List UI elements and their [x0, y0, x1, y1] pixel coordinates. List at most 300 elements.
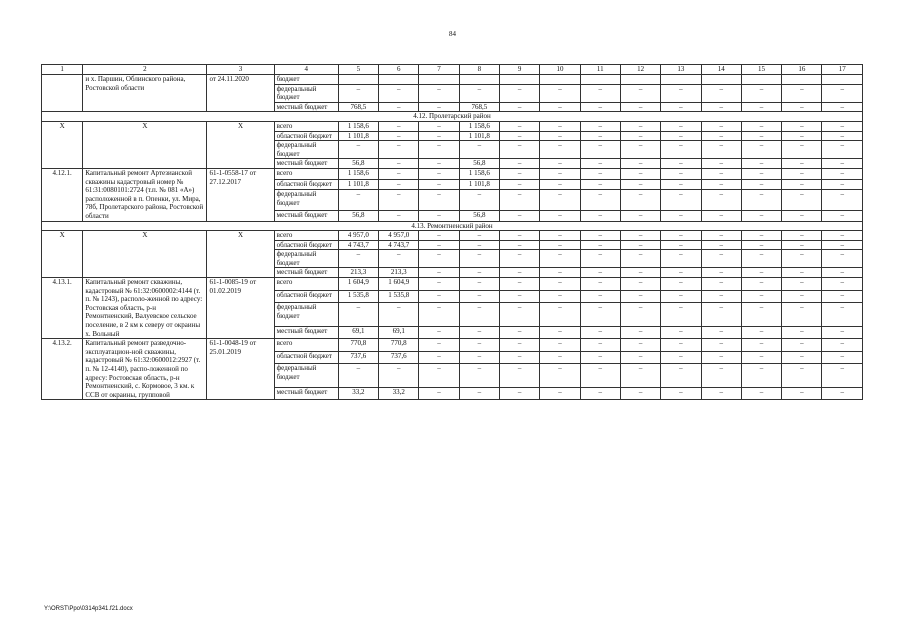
value-cell: –: [379, 121, 419, 131]
funding-source: федеральный бюджет: [274, 250, 338, 268]
value-cell: 4 957,0: [379, 231, 419, 241]
value-cell: 768,5: [459, 102, 499, 112]
value-cell: –: [822, 387, 863, 400]
value-cell: –: [379, 210, 419, 221]
value-cell: –: [620, 179, 660, 190]
header-cell: 17: [822, 65, 863, 75]
permit-document: 61-1-0085-19 от 01.02.2019: [207, 278, 274, 339]
header-row: [42, 65, 863, 75]
value-cell: –: [459, 190, 499, 210]
value-cell: –: [540, 326, 580, 339]
value-cell: –: [379, 159, 419, 169]
value-cell: –: [499, 190, 539, 210]
value-cell: –: [580, 210, 620, 221]
value-cell: –: [822, 268, 863, 278]
value-cell: –: [419, 190, 459, 210]
table-row: [42, 75, 863, 85]
section-row: [42, 221, 863, 231]
value-cell: –: [822, 210, 863, 221]
header-cell: 5: [338, 65, 378, 75]
value-cell: –: [741, 290, 781, 302]
value-cell: –: [701, 387, 741, 400]
value-cell: –: [580, 168, 620, 179]
value-cell: –: [499, 231, 539, 241]
value-cell: –: [379, 250, 419, 268]
header-cell: 12: [620, 65, 660, 75]
value-cell: 33,2: [379, 387, 419, 400]
value-cell: –: [540, 141, 580, 159]
funding-source: областной бюджет: [274, 351, 338, 363]
funding-source: местный бюджет: [274, 268, 338, 278]
table-row: [42, 121, 863, 131]
value-cell: –: [782, 303, 822, 327]
value-cell: –: [499, 179, 539, 190]
value-cell: –: [338, 84, 378, 102]
value-cell: –: [379, 168, 419, 179]
value-cell: 1 158,6: [459, 168, 499, 179]
value-cell: –: [701, 290, 741, 302]
value-cell: –: [379, 303, 419, 327]
value-cell: –: [822, 364, 863, 388]
value-cell: –: [459, 84, 499, 102]
value-cell: –: [379, 84, 419, 102]
value-cell: –: [620, 102, 660, 112]
value-cell: –: [379, 102, 419, 112]
value-cell: –: [419, 278, 459, 290]
value-cell: 56,8: [459, 210, 499, 221]
value-cell: 69,1: [379, 326, 419, 339]
funding-source: федеральный бюджет: [274, 364, 338, 388]
value-cell: 1 101,8: [459, 131, 499, 141]
value-cell: –: [741, 159, 781, 169]
value-cell: –: [661, 210, 701, 221]
value-cell: –: [459, 231, 499, 241]
value-cell: –: [620, 387, 660, 400]
value-cell: –: [620, 339, 660, 351]
value-cell: –: [419, 240, 459, 250]
value-cell: –: [782, 278, 822, 290]
value-cell: –: [822, 141, 863, 159]
value-cell: –: [499, 121, 539, 131]
value-cell: –: [459, 351, 499, 363]
value-cell: –: [822, 339, 863, 351]
page-number: 84: [449, 30, 456, 38]
value-cell: –: [661, 240, 701, 250]
value-cell: –: [661, 231, 701, 241]
value-cell: –: [661, 102, 701, 112]
value-cell: –: [661, 179, 701, 190]
table-row: [42, 339, 863, 351]
header-cell: 3: [207, 65, 274, 75]
value-cell: 56,8: [459, 159, 499, 169]
value-cell: –: [499, 387, 539, 400]
permit-document: 61-1-0048-19 от 25.01.2019: [207, 339, 274, 400]
value-cell: –: [540, 351, 580, 363]
value-cell: –: [661, 168, 701, 179]
value-cell: –: [701, 351, 741, 363]
value-cell: –: [822, 168, 863, 179]
value-cell: –: [459, 250, 499, 268]
header-cell: 7: [419, 65, 459, 75]
value-cell: –: [701, 364, 741, 388]
value-cell: 1 604,9: [338, 278, 378, 290]
value-cell: –: [620, 240, 660, 250]
value-cell: –: [701, 141, 741, 159]
value-cell: –: [741, 102, 781, 112]
value-cell: –: [782, 387, 822, 400]
value-cell: –: [540, 231, 580, 241]
value-cell: 768,5: [338, 102, 378, 112]
value-cell: –: [419, 141, 459, 159]
value-cell: –: [499, 159, 539, 169]
value-cell: –: [701, 210, 741, 221]
value-cell: –: [419, 268, 459, 278]
value-cell: 1 158,6: [338, 121, 378, 131]
value-cell: –: [580, 278, 620, 290]
value-cell: –: [338, 141, 378, 159]
value-cell: –: [580, 268, 620, 278]
value-cell: –: [499, 168, 539, 179]
value-cell: –: [661, 339, 701, 351]
value-cell: –: [782, 326, 822, 339]
value-cell: –: [540, 268, 580, 278]
object-number: 4.13.1.: [42, 278, 83, 339]
value-cell: –: [701, 278, 741, 290]
value-cell: 737,6: [379, 351, 419, 363]
funding-source: федеральный бюджет: [274, 190, 338, 210]
value-cell: –: [782, 168, 822, 179]
value-cell: –: [741, 278, 781, 290]
value-cell: –: [459, 268, 499, 278]
permit-document: X: [207, 121, 274, 168]
value-cell: –: [701, 303, 741, 327]
value-cell: 1 101,8: [338, 131, 378, 141]
section-row: [42, 112, 863, 122]
value-cell: –: [782, 268, 822, 278]
value-cell: –: [620, 84, 660, 102]
value-cell: –: [822, 84, 863, 102]
value-cell: –: [620, 364, 660, 388]
value-cell: –: [701, 168, 741, 179]
value-cell: –: [338, 250, 378, 268]
value-cell: –: [661, 387, 701, 400]
header-cell: 14: [701, 65, 741, 75]
value-cell: –: [661, 303, 701, 327]
value-cell: –: [419, 339, 459, 351]
value-cell: –: [338, 190, 378, 210]
value-cell: –: [379, 131, 419, 141]
header-cell: 9: [499, 65, 539, 75]
value-cell: –: [338, 303, 378, 327]
value-cell: –: [540, 290, 580, 302]
funding-source: всего: [274, 121, 338, 131]
value-cell: –: [580, 179, 620, 190]
value-cell: –: [580, 159, 620, 169]
value-cell: –: [540, 278, 580, 290]
permit-document: 61-1-0558-17 от 27.12.2017: [207, 168, 274, 221]
funding-source: федеральный бюджет: [274, 303, 338, 327]
value-cell: –: [741, 303, 781, 327]
funding-source: областной бюджет: [274, 131, 338, 141]
value-cell: –: [701, 250, 741, 268]
value-cell: –: [379, 364, 419, 388]
value-cell: –: [661, 141, 701, 159]
value-cell: –: [661, 268, 701, 278]
value-cell: –: [459, 387, 499, 400]
value-cell: –: [419, 131, 459, 141]
value-cell: –: [499, 210, 539, 221]
value-cell: [782, 75, 822, 85]
value-cell: –: [580, 326, 620, 339]
value-cell: –: [741, 268, 781, 278]
value-cell: –: [419, 84, 459, 102]
object-name: и х. Паршин, Облинского района, Ростовской области: [83, 75, 207, 112]
object-name: X: [83, 231, 207, 278]
table-row: [42, 278, 863, 290]
value-cell: –: [419, 326, 459, 339]
value-cell: –: [701, 190, 741, 210]
value-cell: 1 604,9: [379, 278, 419, 290]
value-cell: –: [701, 159, 741, 169]
value-cell: –: [459, 141, 499, 159]
value-cell: –: [540, 121, 580, 131]
value-cell: –: [782, 339, 822, 351]
value-cell: –: [419, 121, 459, 131]
value-cell: –: [782, 159, 822, 169]
program-table: [41, 64, 863, 400]
value-cell: 69,1: [338, 326, 378, 339]
header-cell: 16: [782, 65, 822, 75]
value-cell: –: [540, 102, 580, 112]
funding-source: областной бюджет: [274, 290, 338, 302]
funding-source: всего: [274, 339, 338, 351]
header-cell: 10: [540, 65, 580, 75]
value-cell: –: [741, 179, 781, 190]
value-cell: –: [540, 210, 580, 221]
value-cell: 1 158,6: [459, 121, 499, 131]
value-cell: 770,8: [338, 339, 378, 351]
value-cell: –: [782, 179, 822, 190]
funding-source: федеральный бюджет: [274, 141, 338, 159]
object-name: X: [83, 121, 207, 168]
permit-document: X: [207, 231, 274, 278]
value-cell: 737,6: [338, 351, 378, 363]
value-cell: –: [419, 351, 459, 363]
value-cell: –: [661, 121, 701, 131]
value-cell: 1 535,8: [379, 290, 419, 302]
value-cell: –: [661, 364, 701, 388]
value-cell: –: [822, 131, 863, 141]
object-number: 4.13.2.: [42, 339, 83, 400]
value-cell: –: [782, 84, 822, 102]
funding-source: местный бюджет: [274, 102, 338, 112]
value-cell: –: [580, 339, 620, 351]
value-cell: –: [580, 231, 620, 241]
value-cell: [540, 75, 580, 85]
value-cell: 213,3: [379, 268, 419, 278]
value-cell: –: [419, 179, 459, 190]
value-cell: –: [419, 387, 459, 400]
value-cell: –: [620, 326, 660, 339]
value-cell: –: [661, 326, 701, 339]
object-name: Капитальный ремонт скважины, кадастровый № 61:32:0600002:4144 (т. п. № 1243), располо-женной по адресу: Ростовская область, р-н Ремонтненский, Валуевское сельское поселение, в 2 км к северу от окраины х. Вольный: [83, 278, 207, 339]
value-cell: –: [741, 210, 781, 221]
value-cell: –: [620, 278, 660, 290]
value-cell: 770,8: [379, 339, 419, 351]
value-cell: –: [661, 190, 701, 210]
value-cell: –: [741, 131, 781, 141]
table-row: [42, 168, 863, 179]
value-cell: –: [741, 231, 781, 241]
value-cell: –: [620, 168, 660, 179]
value-cell: –: [540, 168, 580, 179]
value-cell: –: [540, 190, 580, 210]
header-cell: 13: [661, 65, 701, 75]
value-cell: [419, 75, 459, 85]
header-cell: 1: [42, 65, 83, 75]
funding-source: местный бюджет: [274, 387, 338, 400]
value-cell: [620, 75, 660, 85]
funding-source: областной бюджет: [274, 240, 338, 250]
value-cell: –: [701, 326, 741, 339]
value-cell: –: [580, 102, 620, 112]
value-cell: –: [782, 210, 822, 221]
value-cell: –: [701, 240, 741, 250]
value-cell: 1 535,8: [338, 290, 378, 302]
value-cell: 1 101,8: [338, 179, 378, 190]
value-cell: –: [499, 351, 539, 363]
value-cell: –: [620, 190, 660, 210]
value-cell: –: [459, 278, 499, 290]
permit-document: от 24.11.2020: [207, 75, 274, 112]
value-cell: –: [782, 141, 822, 159]
value-cell: –: [499, 240, 539, 250]
value-cell: –: [782, 250, 822, 268]
value-cell: [741, 75, 781, 85]
value-cell: –: [822, 250, 863, 268]
value-cell: –: [620, 159, 660, 169]
header-cell: 15: [741, 65, 781, 75]
value-cell: [459, 75, 499, 85]
value-cell: –: [620, 303, 660, 327]
value-cell: [379, 75, 419, 85]
value-cell: –: [822, 190, 863, 210]
value-cell: –: [540, 250, 580, 268]
funding-source: местный бюджет: [274, 210, 338, 221]
value-cell: –: [741, 326, 781, 339]
section-title: 4.12. Пролетарский район: [42, 112, 863, 122]
value-cell: –: [540, 240, 580, 250]
value-cell: –: [701, 339, 741, 351]
funding-source: всего: [274, 231, 338, 241]
value-cell: [661, 75, 701, 85]
value-cell: –: [782, 131, 822, 141]
value-cell: –: [338, 364, 378, 388]
value-cell: –: [701, 84, 741, 102]
value-cell: –: [580, 364, 620, 388]
value-cell: –: [701, 268, 741, 278]
value-cell: –: [741, 387, 781, 400]
object-number: [42, 75, 83, 112]
value-cell: –: [499, 303, 539, 327]
value-cell: –: [822, 326, 863, 339]
value-cell: –: [540, 387, 580, 400]
value-cell: –: [499, 290, 539, 302]
value-cell: –: [540, 159, 580, 169]
value-cell: –: [499, 84, 539, 102]
section-title: 4.13. Ремонтненский район: [42, 221, 863, 231]
value-cell: –: [701, 179, 741, 190]
value-cell: –: [782, 351, 822, 363]
funding-source: всего: [274, 168, 338, 179]
value-cell: –: [419, 364, 459, 388]
value-cell: –: [419, 290, 459, 302]
value-cell: –: [741, 190, 781, 210]
value-cell: –: [499, 364, 539, 388]
object-number: X: [42, 231, 83, 278]
value-cell: –: [701, 231, 741, 241]
value-cell: –: [499, 250, 539, 268]
value-cell: –: [701, 131, 741, 141]
value-cell: –: [822, 351, 863, 363]
value-cell: –: [459, 240, 499, 250]
value-cell: –: [620, 268, 660, 278]
object-number: 4.12.1.: [42, 168, 83, 221]
value-cell: –: [379, 179, 419, 190]
funding-source: местный бюджет: [274, 326, 338, 339]
value-cell: –: [661, 290, 701, 302]
value-cell: –: [419, 231, 459, 241]
value-cell: –: [661, 131, 701, 141]
value-cell: –: [540, 131, 580, 141]
value-cell: –: [822, 231, 863, 241]
value-cell: –: [580, 290, 620, 302]
value-cell: –: [459, 326, 499, 339]
funding-source: местный бюджет: [274, 159, 338, 169]
value-cell: –: [580, 387, 620, 400]
value-cell: [338, 75, 378, 85]
value-cell: –: [419, 303, 459, 327]
value-cell: 33,2: [338, 387, 378, 400]
header-cell: 2: [83, 65, 207, 75]
value-cell: –: [701, 121, 741, 131]
object-name: Капитальный ремонт разведочно-эксплуатацион-ной скважины, кадастровый № 61:32:0600012:2927 (т. п. № 12-4140), распо-ложенной по адресу: Ростовская область, р-н Ремонтненский, с. Кормовое, 3 км. к ССВ от окраины, групповой: [83, 339, 207, 400]
value-cell: –: [782, 102, 822, 112]
value-cell: –: [499, 131, 539, 141]
value-cell: –: [580, 240, 620, 250]
header-cell: 8: [459, 65, 499, 75]
value-cell: –: [379, 190, 419, 210]
value-cell: –: [499, 268, 539, 278]
funding-source: областной бюджет: [274, 179, 338, 190]
object-name: Капитальный ремонт Артезианской скважины кадастровый номер № 61:31:0080101:2724 (т.п. № 081 «А») расположенной в п. Опенки, ул. Мира, 78б, Пролетарского района, Ростовской области: [83, 168, 207, 221]
value-cell: –: [782, 364, 822, 388]
value-cell: –: [580, 84, 620, 102]
value-cell: –: [540, 339, 580, 351]
value-cell: –: [379, 141, 419, 159]
value-cell: –: [661, 278, 701, 290]
value-cell: –: [580, 190, 620, 210]
value-cell: –: [620, 290, 660, 302]
value-cell: –: [620, 231, 660, 241]
value-cell: –: [499, 141, 539, 159]
value-cell: [580, 75, 620, 85]
value-cell: –: [580, 121, 620, 131]
table-row: [42, 231, 863, 241]
value-cell: –: [540, 179, 580, 190]
value-cell: –: [661, 250, 701, 268]
value-cell: –: [540, 364, 580, 388]
